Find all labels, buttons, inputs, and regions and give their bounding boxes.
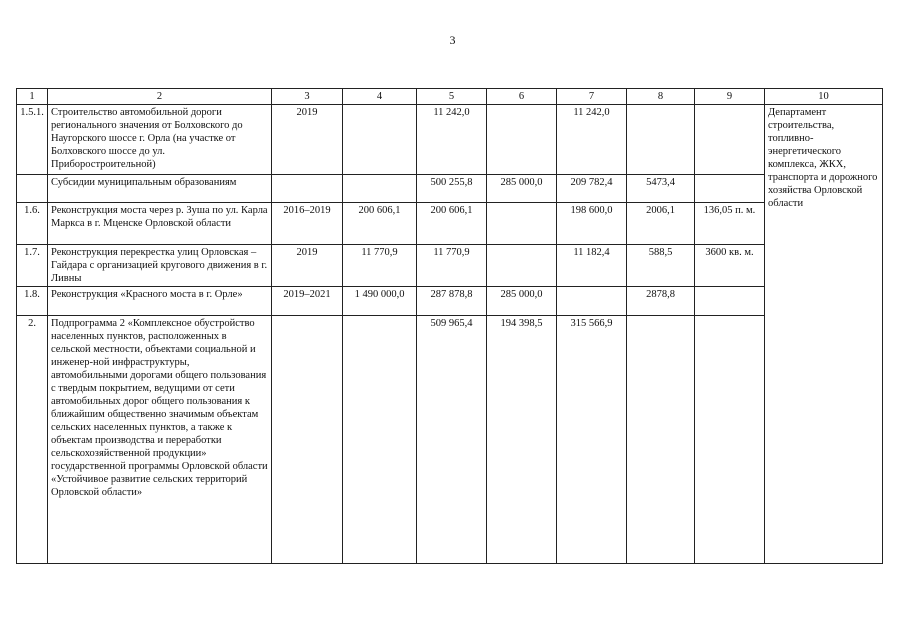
table-row [17,203,883,245]
row-name: Субсидии муниципальным образованиям [48,175,272,203]
table-row [17,175,883,203]
header-cell: 2 [48,89,272,105]
header-cell: 5 [417,89,487,105]
row-col5: 200 606,1 [417,203,487,245]
table-row [17,287,883,316]
row-col5: 11 242,0 [417,105,487,175]
program-table [16,88,883,564]
row-period: 2019 [272,105,343,175]
row-col6: 285 000,0 [487,175,557,203]
row-col7: 11 242,0 [557,105,627,175]
row-col5: 11 770,9 [417,245,487,287]
row-col9 [695,105,765,175]
row-col6: 194 398,5 [487,316,557,564]
row-number [17,175,48,203]
row-number: 2. [17,316,48,564]
row-col5: 509 965,4 [417,316,487,564]
row-number: 1.7. [17,245,48,287]
row-name: Строительство автомобильной дороги регионального значения от Болховского до Наугорского шоссе г. Орла (на участке от Болховского шоссе до ул. Приборостроительной) [48,105,272,175]
row-col6: 285 000,0 [487,287,557,316]
table-row [17,245,883,287]
header-cell: 10 [765,89,883,105]
row-col7: 11 182,4 [557,245,627,287]
row-col4 [343,175,417,203]
row-period [272,175,343,203]
row-col8: 2878,8 [627,287,695,316]
row-name: Реконструкция «Красного моста в г. Орле» [48,287,272,316]
row-col5: 500 255,8 [417,175,487,203]
header-cell: 3 [272,89,343,105]
row-col7 [557,287,627,316]
row-col7: 315 566,9 [557,316,627,564]
header-cell: 6 [487,89,557,105]
header-cell: 4 [343,89,417,105]
row-col4 [343,316,417,564]
row-period: 2016–2019 [272,203,343,245]
row-number: 1.8. [17,287,48,316]
row-col9: 3600 кв. м. [695,245,765,287]
row-col8 [627,316,695,564]
header-cell: 8 [627,89,695,105]
row-period: 2019–2021 [272,287,343,316]
row-col4: 200 606,1 [343,203,417,245]
row-number: 1.6. [17,203,48,245]
row-col8: 588,5 [627,245,695,287]
table-row [17,105,883,175]
row-period: 2019 [272,245,343,287]
row-col9 [695,287,765,316]
row-col6 [487,203,557,245]
row-col9 [695,316,765,564]
row-period [272,316,343,564]
row-name: Подпрограмма 2 «Комплексное обустройство населенных пунктов, расположенных в сельской местности, объектами социальной и инженер-ной инфраструктуры, автомобильными дорогами общего пользования с твердым покрытием, ведущими от сети автомобильных дорог общего пользования к ближайшим общественно значимым объектам сельских населенных пунктов, а также к объектам производства и переработки сельскохозяйственной продукции» государственной программы Орловской области «Устойчивое развитие сельских территорий Орловской области» [48,316,272,564]
row-col8: 5473,4 [627,175,695,203]
header-cell: 7 [557,89,627,105]
row-col7: 209 782,4 [557,175,627,203]
table-header-row [17,89,883,105]
row-col9 [695,175,765,203]
row-col5: 287 878,8 [417,287,487,316]
row-col6 [487,105,557,175]
row-col6 [487,245,557,287]
row-col8: 2006,1 [627,203,695,245]
row-col9: 136,05 п. м. [695,203,765,245]
row-number: 1.5.1. [17,105,48,175]
table-row [17,316,883,564]
row-name: Реконструкция перекрестка улиц Орловская – Гайдара с организацией кругового движения в г. Ливны [48,245,272,287]
row-col4: 1 490 000,0 [343,287,417,316]
row-col4: 11 770,9 [343,245,417,287]
responsible-department: Департамент строительства, топливно-энергетического комплекса, ЖКХ, транспорта и дорожного хозяйства Орловской области [765,105,883,564]
row-col4 [343,105,417,175]
row-name: Реконструкция моста через р. Зуша по ул. Карла Маркса в г. Мценске Орловской области [48,203,272,245]
row-col7: 198 600,0 [557,203,627,245]
header-cell: 9 [695,89,765,105]
header-cell: 1 [17,89,48,105]
page-number: 3 [449,33,456,47]
row-col8 [627,105,695,175]
